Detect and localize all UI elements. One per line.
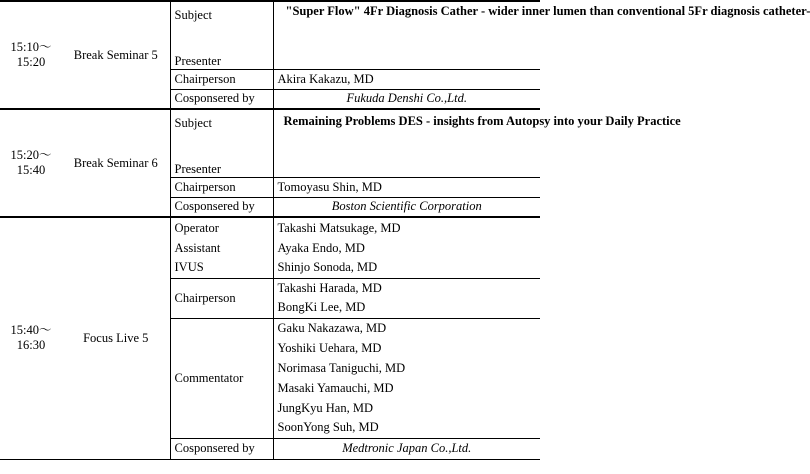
session-3-operator-row <box>0 217 540 238</box>
session-3-commentator-1: Gaku Nakazawa, MD <box>273 318 540 338</box>
session-1-subject-row <box>0 1 540 49</box>
session-1-chair: Akira Kakazu, MD <box>273 69 540 89</box>
session-3-title: Focus Live 5 <box>62 217 170 459</box>
session-1-time: 15:10〜 15:20 <box>0 1 62 109</box>
session-3-commentator-2: Yoshiki Uehara, MD <box>277 340 382 355</box>
session-3-commentator-label: Commentator <box>170 318 273 438</box>
session-2-time: 15:20〜 15:40 <box>0 109 62 217</box>
session-2-chair: Tomoyasu Shin, MD <box>273 177 540 197</box>
session-2-presenter-label: Presenter <box>170 157 273 177</box>
session-2-title: Break Seminar 6 <box>62 109 170 217</box>
session-3-commentator-6: SoonYong Suh, MD <box>277 420 379 435</box>
session-3-ivus-label: IVUS <box>170 258 273 278</box>
session-3-commentator-3: Norimasa Taniguchi, MD <box>277 360 406 375</box>
session-2-subject-row <box>0 109 540 157</box>
session-1-cosponsor: Fukuda Denshi Co.,Ltd. <box>273 89 540 109</box>
session-3-chair-1: Takashi Harada, MD <box>273 278 540 298</box>
session-3-assistant: Ayaka Endo, MD <box>277 240 365 255</box>
session-2-cosponsor: Boston Scientific Corporation <box>273 197 540 217</box>
session-3-commentator-4: Masaki Yamauchi, MD <box>277 380 394 395</box>
session-3-assistant-label: Assistant <box>170 238 273 258</box>
session-3-ivus: Shinjo Sonoda, MD <box>277 260 378 275</box>
session-3-cosponsor: Medtronic Japan Co.,Ltd. <box>273 438 540 459</box>
session-2-subject-label: Subject <box>170 109 273 157</box>
session-2-chair-label: Chairperson <box>170 177 273 197</box>
session-3-chair-label: Chairperson <box>170 278 273 318</box>
session-1-chair-label: Chairperson <box>170 69 273 89</box>
session-3-commentator-5: JungKyu Han, MD <box>277 400 373 415</box>
session-2-subject: Remaining Problems DES - insights from Autopsy into your Daily Practice <box>273 109 540 177</box>
session-1-title: Break Seminar 5 <box>62 1 170 109</box>
session-3-operator-label: Operator <box>170 217 273 238</box>
session-3-time: 15:40〜 16:30 <box>0 217 62 459</box>
session-3-operator: Takashi Matsukage, MD <box>273 217 540 238</box>
session-3-chair-2: BongKi Lee, MD <box>277 300 366 315</box>
session-1-cosponsor-label: Cosponsered by <box>170 89 273 109</box>
session-1-subject: "Super Flow" 4Fr Diagnosis Cather - wider inner lumen than conventional 5Fr diagnosis catheter- <box>273 1 540 69</box>
session-1-presenter-label: Presenter <box>170 49 273 69</box>
session-2-cosponsor-label: Cosponsered by <box>170 197 273 217</box>
session-1-subject-label: Subject <box>170 1 273 49</box>
session-3-cosponsor-label: Cosponsered by <box>170 438 273 459</box>
